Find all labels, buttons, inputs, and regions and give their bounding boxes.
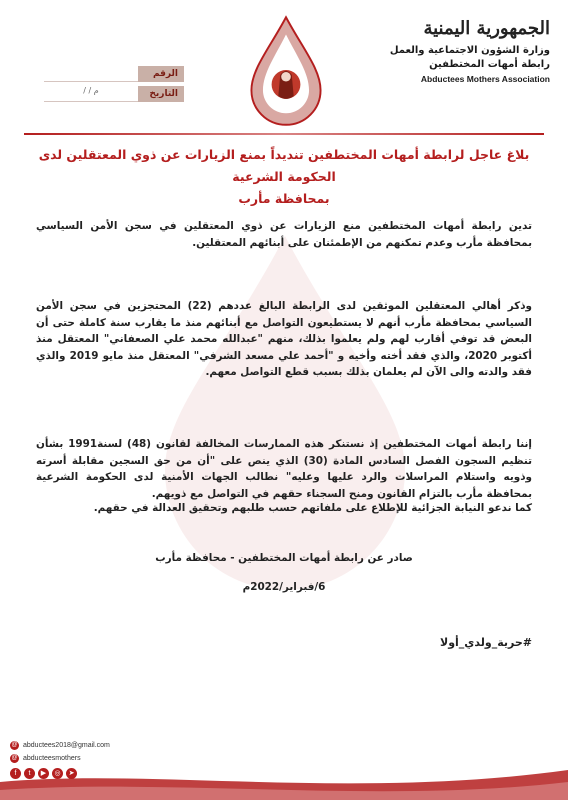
ref-label: الرقم [138, 66, 184, 82]
statement-date: 6/فبراير/2022م [242, 581, 326, 593]
footer-handle: abducteesmothers [23, 755, 81, 762]
footer-email: abductees2018@gmail.com [23, 742, 110, 749]
email-icon: @ [11, 742, 18, 748]
paragraph-1: تدين رابطة أمهات المختطفين منع الزيارات عن ذوي المعتقلين في سجن الأمن السياسي بمحافظة مأرب وعدم تمكنهم من الإطمئنان على أبنائهم المعتقلين. [36, 220, 532, 249]
hashtag: #حرية_ولدي_أولا [440, 636, 532, 649]
twitter-icon: t [24, 768, 35, 779]
ref-field [44, 66, 184, 82]
date-label: التاريخ [138, 86, 184, 102]
paragraph-4: كما ندعو النيابة الجزائية للإطلاع على ملفاتهم حسب طلبهم وتحقيق العدالة في حقهم. [93, 502, 532, 514]
footer-contact [10, 739, 110, 779]
facebook-icon: f [10, 768, 21, 779]
issued-by: صادر عن رابطة أمهات المختطفين - محافظة مأرب [155, 552, 413, 564]
reference-fields [44, 66, 184, 106]
telegram-icon: ➤ [66, 768, 77, 779]
social-icons [10, 768, 110, 779]
paragraph-2: وذكر أهالي المعتقلين الموثقين لدى الرابطة البالغ عددهم (22) المحتجزين في سجن الأمن السياسي بمحافظة مأرب أنهم لا يستطيعون التواصل مع أبنائهم منذ ما يقارب سنة كاملة حتى أن البعض قد توفي أقارب لهم ولم يعلموا بذلك، منهم "عبدالله محمد علي الصعفاني" المعتقل منذ أكتوبر 2020، والذي فقد أخته وأخيه و "أحمد علي مسعد الشرفي" المعتقل منذ مايو 2019 والذي فقد والدته والى الآن لم يعلمان بذلك بسبب قطع التواصل معهم. [36, 300, 532, 378]
paragraph-3: إننا رابطة أمهات المختطفين إذ نستنكر هذه الممارسات المخالفة لقانون (48) لسنة1991 بشأن تنظيم السجون الفصل السادس المادة (30) الذي ينص على "أن من حق السجين مقابلة أسرته وذويه واستلام المراسلات والرد عليها وعليه" نطالب الجهات الأمنية لدى الحكومة الشرعية بمحافظة مأرب بالتزام القانون ومنح السجناء حقهم في التواصل مع ذويهم. [36, 438, 532, 500]
association-name-ar: رابطة أمهات المختطفين [429, 59, 550, 70]
watermark-drop-icon [130, 230, 440, 590]
youtube-icon: ▶ [38, 768, 49, 779]
association-name-en: Abductees Mothers Association [420, 74, 550, 84]
letterhead [370, 18, 550, 84]
at-icon: @ [11, 755, 18, 761]
date-field [44, 86, 184, 102]
association-logo-icon [238, 12, 334, 130]
title-line-2: بمحافظة مأرب [238, 191, 330, 206]
header-divider [24, 133, 544, 135]
republic-name: الجمهورية اليمنية [423, 18, 550, 39]
title-line-1: بلاغ عاجل لرابطة أمهات المختطفين تنديداً بمنع الزيارات عن ذوي المعتقلين لدى الحكومة الشرعية [38, 147, 530, 184]
date-line: / / م [44, 86, 138, 102]
instagram-icon: ◎ [52, 768, 63, 779]
ref-line [44, 66, 138, 82]
statement-title [24, 144, 544, 210]
ministry-name: وزارة الشؤون الاجتماعية والعمل [389, 45, 550, 56]
